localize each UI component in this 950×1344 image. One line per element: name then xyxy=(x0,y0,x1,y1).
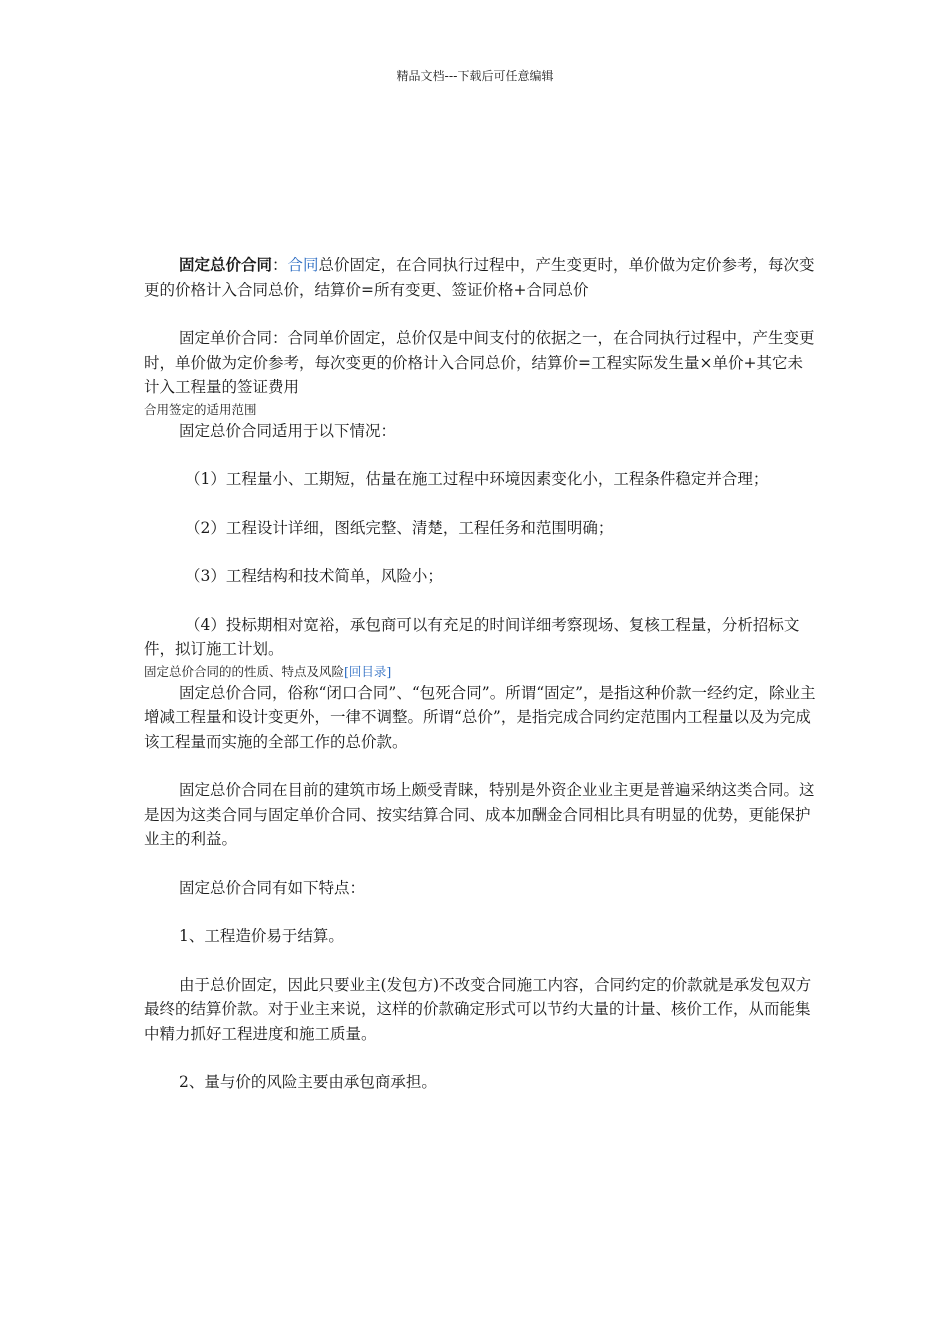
paragraph-definition: 固定总价合同，俗称“闭口合同”、“包死合同”。所谓“固定”，是指这种价款一经约定，除业主增减工程量和设计变更外，一律不调整。所谓“总价”，是指完成合同约定范围内工程量以及为完成该工程量而实施的全部工作的总价款。 xyxy=(144,683,816,751)
page-header: 精品文档---下载后可任意编辑 xyxy=(396,69,554,83)
contract-link[interactable]: 合同 xyxy=(287,256,319,274)
list-item: （1）工程量小、工期短，估量在施工过程中环境因素变化小，工程条件稳定并合理； xyxy=(185,470,769,488)
paragraph-feature-1: 由于总价固定，因此只要业主(发包方)不改变合同施工内容，合同约定的价款就是承发包双方最终的结算价款。对于业主来说，这样的价款确定形式可以节约大量的计量、核价工作，从而能集中精力抓好工程进度和施工质量。 xyxy=(144,975,812,1043)
paragraph-features-intro: 固定总价合同有如下特点： xyxy=(179,878,366,897)
list-item: （2）工程设计详细，图纸完整、清楚，工程任务和范围明确； xyxy=(185,518,614,537)
section-heading-properties xyxy=(144,662,816,681)
feature-heading-2: 2、量与价的风险主要由承包商承担。 xyxy=(179,1073,437,1091)
document-body xyxy=(144,253,816,1095)
colon: ： xyxy=(272,256,288,274)
section-heading-scope: 合用签定的适用范围 xyxy=(144,401,257,417)
back-to-toc-link[interactable]: [回目录] xyxy=(344,663,392,679)
term-label: 固定总价合同 xyxy=(179,255,273,274)
paragraph-scope-intro: 固定总价合同适用于以下情况： xyxy=(179,421,397,440)
list-item: （3）工程结构和技术简单，风险小； xyxy=(185,567,443,585)
paragraph-text: 总价固定，在合同执行过程中，产生变更时，单价做为定价参考，每次变更的价格计入合同总价，结算价=所有变更、签证价格+合同总价 xyxy=(144,256,815,299)
paragraph-fixed-total-price xyxy=(144,253,816,302)
paragraph-fixed-unit-price: 固定单价合同：合同单价固定，总价仅是中间支付的依据之一，在合同执行过程中，产生变更时，单价做为定价参考，每次变更的价格计入合同总价，结算价=工程实际发生量×单价+其它未计入工程量的签证费用 xyxy=(144,329,815,396)
section-heading-text: 固定总价合同的的性质、特点及风险 xyxy=(144,663,345,679)
paragraph-market: 固定总价合同在目前的建筑市场上颇受青睐，特别是外资企业业主更是普遍采纳这类合同。这是因为这类合同与固定单价合同、按实结算合同、成本加酬金合同相比具有明显的优势，更能保护业主的利益。 xyxy=(144,781,815,848)
list-item: （4）投标期相对宽裕，承包商可以有充足的时间详细考察现场、复核工程量，分析招标文件，拟订施工计划。 xyxy=(144,615,800,658)
feature-heading-1: 1、工程造价易于结算。 xyxy=(179,927,344,945)
